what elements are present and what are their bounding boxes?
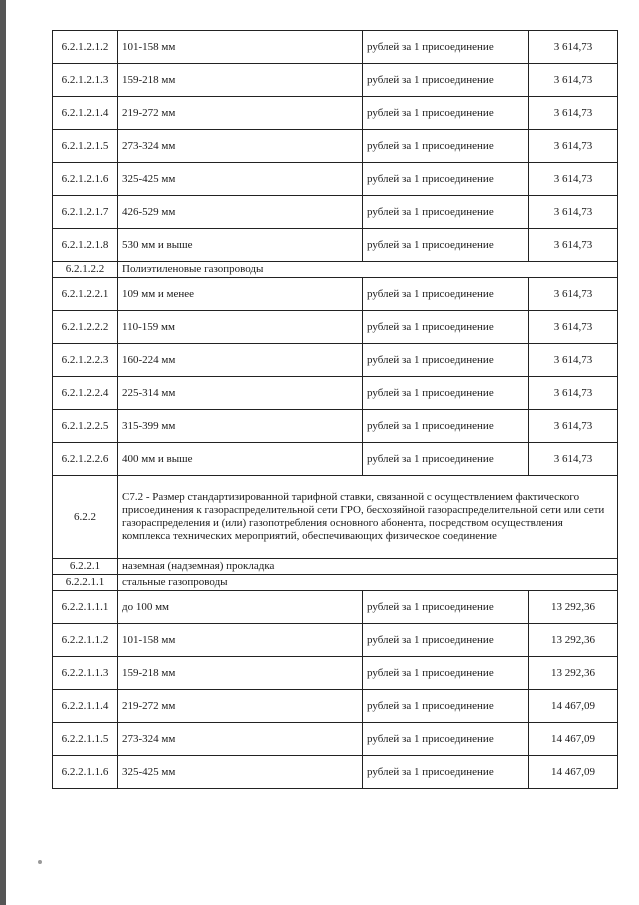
table-row bbox=[53, 97, 618, 130]
row-code: 6.2.1.2.2.5 bbox=[53, 410, 118, 443]
row-unit: рублей за 1 присоединение bbox=[363, 163, 529, 196]
row-code: 6.2.1.2.2.1 bbox=[53, 278, 118, 311]
row-unit: рублей за 1 присоединение bbox=[363, 64, 529, 97]
row-name: 109 мм и менее bbox=[118, 278, 363, 311]
row-price: 3 614,73 bbox=[529, 64, 618, 97]
table-row bbox=[53, 410, 618, 443]
row-name: 325-425 мм bbox=[118, 163, 363, 196]
row-name: 400 мм и выше bbox=[118, 443, 363, 476]
row-unit: рублей за 1 присоединение bbox=[363, 443, 529, 476]
row-price: 3 614,73 bbox=[529, 130, 618, 163]
row-code: 6.2.2.1.1.2 bbox=[53, 624, 118, 657]
row-name: 101-158 мм bbox=[118, 624, 363, 657]
table-row bbox=[53, 443, 618, 476]
subheader-row bbox=[53, 559, 618, 575]
row-price: 14 467,09 bbox=[529, 723, 618, 756]
row-code: 6.2.1.2.2.2 bbox=[53, 311, 118, 344]
table-row bbox=[53, 278, 618, 311]
row-unit: рублей за 1 присоединение bbox=[363, 97, 529, 130]
row-name: 273-324 мм bbox=[118, 723, 363, 756]
document-page bbox=[52, 30, 617, 789]
row-code: 6.2.1.2.2.3 bbox=[53, 344, 118, 377]
table-row bbox=[53, 690, 618, 723]
row-price: 3 614,73 bbox=[529, 31, 618, 64]
row-name: 225-314 мм bbox=[118, 377, 363, 410]
row-unit: рублей за 1 присоединение bbox=[363, 723, 529, 756]
row-price: 13 292,36 bbox=[529, 657, 618, 690]
row-name: 426-529 мм bbox=[118, 196, 363, 229]
row-price: 14 467,09 bbox=[529, 756, 618, 789]
row-name: 159-218 мм bbox=[118, 64, 363, 97]
row-name: 315-399 мм bbox=[118, 410, 363, 443]
row-price: 3 614,73 bbox=[529, 97, 618, 130]
table-row bbox=[53, 377, 618, 410]
row-name: 110-159 мм bbox=[118, 311, 363, 344]
row-price: 3 614,73 bbox=[529, 163, 618, 196]
row-price: 3 614,73 bbox=[529, 344, 618, 377]
tariff-table bbox=[52, 30, 618, 789]
row-code: 6.2.1.2.2 bbox=[53, 262, 118, 278]
row-price: 3 614,73 bbox=[529, 443, 618, 476]
table-row bbox=[53, 196, 618, 229]
row-code: 6.2.2 bbox=[53, 476, 118, 559]
row-unit: рублей за 1 присоединение bbox=[363, 130, 529, 163]
row-name: 530 мм и выше bbox=[118, 229, 363, 262]
row-code: 6.2.2.1.1.3 bbox=[53, 657, 118, 690]
tariff-table-body bbox=[53, 31, 618, 789]
row-code: 6.2.2.1.1.5 bbox=[53, 723, 118, 756]
row-code: 6.2.2.1.1.4 bbox=[53, 690, 118, 723]
row-code: 6.2.2.1 bbox=[53, 559, 118, 575]
row-code: 6.2.2.1.1.6 bbox=[53, 756, 118, 789]
row-code: 6.2.1.2.2.6 bbox=[53, 443, 118, 476]
row-unit: рублей за 1 присоединение bbox=[363, 690, 529, 723]
row-name: 219-272 мм bbox=[118, 97, 363, 130]
row-name: 219-272 мм bbox=[118, 690, 363, 723]
row-unit: рублей за 1 присоединение bbox=[363, 624, 529, 657]
row-unit: рублей за 1 присоединение bbox=[363, 311, 529, 344]
row-unit: рублей за 1 присоединение bbox=[363, 756, 529, 789]
table-row bbox=[53, 163, 618, 196]
subheader-row bbox=[53, 262, 618, 278]
row-name: 159-218 мм bbox=[118, 657, 363, 690]
row-unit: рублей за 1 присоединение bbox=[363, 31, 529, 64]
row-code: 6.2.2.1.1 bbox=[53, 575, 118, 591]
row-price: 3 614,73 bbox=[529, 229, 618, 262]
row-name: 325-425 мм bbox=[118, 756, 363, 789]
table-row bbox=[53, 311, 618, 344]
row-unit: рублей за 1 присоединение bbox=[363, 657, 529, 690]
table-row bbox=[53, 591, 618, 624]
row-name: 160-224 мм bbox=[118, 344, 363, 377]
row-code: 6.2.2.1.1.1 bbox=[53, 591, 118, 624]
row-price: 14 467,09 bbox=[529, 690, 618, 723]
row-name: Полиэтиленовые газопроводы bbox=[118, 262, 618, 278]
row-price: 3 614,73 bbox=[529, 377, 618, 410]
row-name: стальные газопроводы bbox=[118, 575, 618, 591]
table-row bbox=[53, 229, 618, 262]
table-row bbox=[53, 64, 618, 97]
scan-speck bbox=[38, 860, 42, 864]
row-code: 6.2.1.2.1.3 bbox=[53, 64, 118, 97]
table-row bbox=[53, 723, 618, 756]
row-name: наземная (надземная) прокладка bbox=[118, 559, 618, 575]
row-unit: рублей за 1 присоединение bbox=[363, 410, 529, 443]
row-unit: рублей за 1 присоединение bbox=[363, 377, 529, 410]
row-price: 3 614,73 bbox=[529, 278, 618, 311]
row-price: 13 292,36 bbox=[529, 624, 618, 657]
section-description: С7.2 - Размер стандартизированной тарифной ставки, связанной с осуществлением фактического присоединения к газораспределительной сети ГРО, бесхозяйной газораспределительной сети или сети газораспределения и (или) газопотребления основного абонента, посредством осуществления комплекса технических мероприятий, обеспечивающих физическое соединение bbox=[118, 476, 618, 559]
row-code: 6.2.1.2.1.5 bbox=[53, 130, 118, 163]
row-name: до 100 мм bbox=[118, 591, 363, 624]
row-unit: рублей за 1 присоединение bbox=[363, 591, 529, 624]
row-unit: рублей за 1 присоединение bbox=[363, 229, 529, 262]
table-row bbox=[53, 756, 618, 789]
row-code: 6.2.1.2.1.2 bbox=[53, 31, 118, 64]
row-name: 273-324 мм bbox=[118, 130, 363, 163]
row-unit: рублей за 1 присоединение bbox=[363, 196, 529, 229]
row-code: 6.2.1.2.1.4 bbox=[53, 97, 118, 130]
row-code: 6.2.1.2.1.8 bbox=[53, 229, 118, 262]
row-code: 6.2.1.2.2.4 bbox=[53, 377, 118, 410]
row-price: 3 614,73 bbox=[529, 196, 618, 229]
row-code: 6.2.1.2.1.6 bbox=[53, 163, 118, 196]
table-row bbox=[53, 344, 618, 377]
scan-edge bbox=[0, 0, 6, 905]
subheader-row bbox=[53, 575, 618, 591]
section-row bbox=[53, 476, 618, 559]
row-unit: рублей за 1 присоединение bbox=[363, 344, 529, 377]
row-name: 101-158 мм bbox=[118, 31, 363, 64]
row-code: 6.2.1.2.1.7 bbox=[53, 196, 118, 229]
row-unit: рублей за 1 присоединение bbox=[363, 278, 529, 311]
row-price: 3 614,73 bbox=[529, 311, 618, 344]
table-row bbox=[53, 657, 618, 690]
row-price: 3 614,73 bbox=[529, 410, 618, 443]
table-row bbox=[53, 624, 618, 657]
row-price: 13 292,36 bbox=[529, 591, 618, 624]
table-row bbox=[53, 31, 618, 64]
table-row bbox=[53, 130, 618, 163]
